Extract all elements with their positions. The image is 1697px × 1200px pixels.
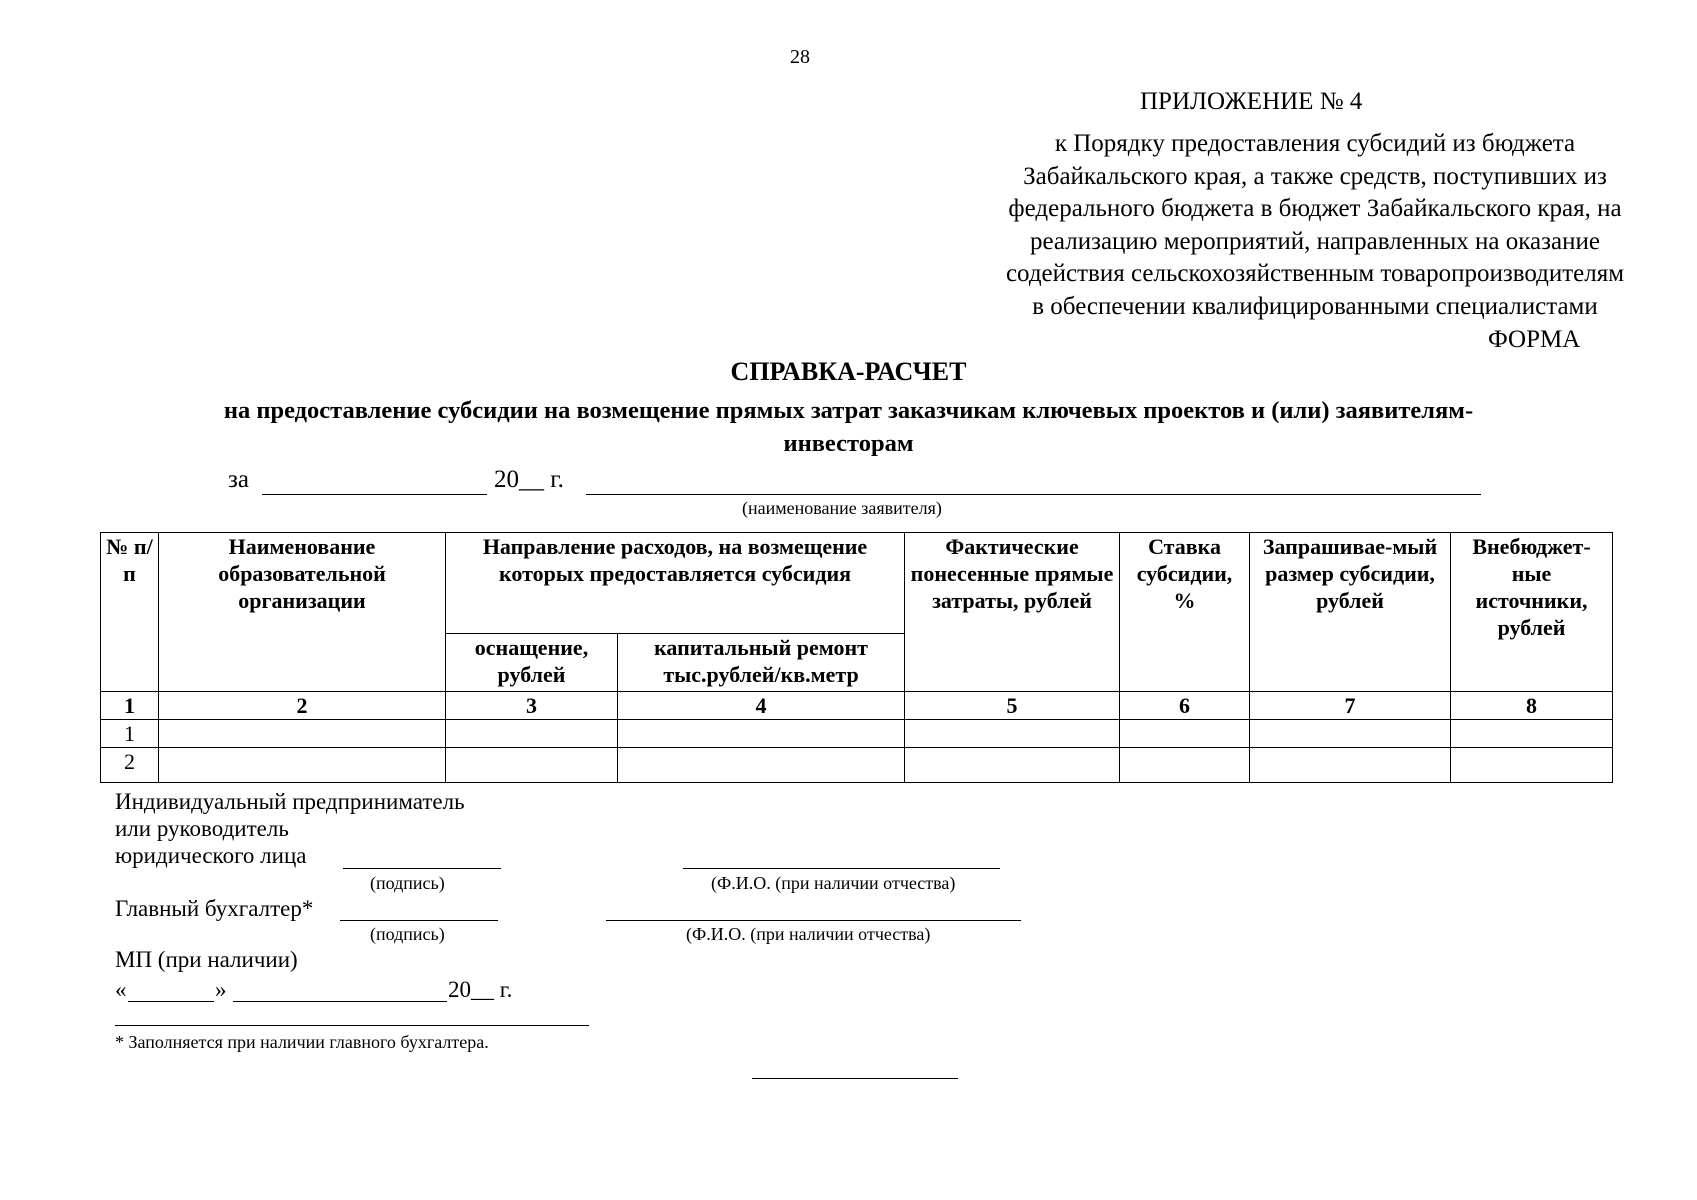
footnote-divider [115, 1025, 589, 1026]
table-cell[interactable] [1250, 748, 1451, 783]
date-open-quote: « [115, 977, 127, 1002]
appendix-line: содействия сельскохозяйственным товаропроизводителям [1005, 260, 1625, 287]
appendix-line: реализацию мероприятий, направленных на оказание [1030, 227, 1600, 255]
header-capital-repair: капитальный ремонт тыс.рублей/кв.метр [618, 634, 905, 692]
appendix-line: к Порядку предоставления субсидий из бюджета [1054, 130, 1576, 157]
signature-caption: (подпись) [370, 924, 445, 944]
table-cell[interactable] [1250, 720, 1451, 748]
table-cell[interactable] [159, 748, 446, 783]
stamp-label: МП (при наличии) [115, 947, 298, 972]
date-close-quote: » [215, 977, 227, 1002]
entrepreneur-label-line1: Индивидуальный предприниматель [115, 789, 465, 814]
table-cell[interactable] [159, 720, 446, 748]
table-cell[interactable] [446, 720, 618, 748]
appendix-line: федерального бюджета в бюджет Забайкальского края, на [1008, 195, 1622, 222]
column-number: 7 [1250, 692, 1451, 720]
column-number: 4 [618, 692, 905, 720]
header-rate: Ставка субсидии, % [1120, 533, 1250, 692]
column-number: 1 [101, 692, 159, 720]
document-title: СПРАВКА-РАСЧЕТ [730, 357, 967, 386]
column-number: 8 [1451, 692, 1613, 720]
accountant-signature-line [340, 920, 498, 921]
column-number-row [101, 692, 1613, 720]
signature-caption: (подпись) [370, 873, 445, 893]
table-cell[interactable] [1120, 720, 1250, 748]
table-cell[interactable] [1120, 748, 1250, 783]
header-actual-costs: Фактические понесенные прямые затраты, рублей [905, 533, 1120, 692]
entrepreneur-signature-line [343, 868, 501, 869]
header-requested: Запрашивае-мый размер субсидии, рублей [1250, 533, 1451, 692]
end-divider [752, 1078, 958, 1079]
fio-caption: (Ф.И.О. (при наличии отчества) [686, 924, 931, 944]
year-label: 20__ г. [494, 466, 564, 493]
period-prefix: за [228, 466, 249, 493]
table-cell[interactable] [905, 748, 1120, 783]
date-month-blank [233, 1001, 447, 1002]
table-cell[interactable] [1451, 720, 1613, 748]
chief-accountant-label: Главный бухгалтер* [115, 896, 314, 921]
column-number: 5 [905, 692, 1120, 720]
header-extrabudget: Внебюджет-ные источники, рублей [1451, 533, 1613, 692]
applicant-caption: (наименование заявителя) [742, 498, 942, 518]
calculation-table [100, 532, 1613, 783]
column-number: 3 [446, 692, 618, 720]
row-number: 2 [101, 748, 159, 783]
form-label: ФОРМА [1488, 326, 1581, 353]
table-cell[interactable] [618, 720, 905, 748]
document-subtitle [100, 394, 1597, 460]
appendix-line: в обеспечении квалифицированными специалистами [1032, 292, 1598, 320]
subtitle-line: инвесторам [783, 430, 914, 457]
entrepreneur-fio-line [683, 868, 1000, 869]
page-number: 28 [790, 46, 810, 68]
column-number: 6 [1120, 692, 1250, 720]
row-number: 1 [101, 720, 159, 748]
date-day-blank [128, 1001, 214, 1002]
applicant-name-blank [586, 494, 1481, 495]
period-blank [262, 494, 487, 495]
table-cell[interactable] [446, 748, 618, 783]
header-expense-direction: Направление расходов, на возмещение которых предоставляется субсидия [446, 533, 905, 634]
table-cell[interactable] [1451, 748, 1613, 783]
table-cell[interactable] [905, 720, 1120, 748]
header-org-name: Наименование образовательной организации [159, 533, 446, 692]
table-row [101, 748, 1613, 783]
table-cell[interactable] [618, 748, 905, 783]
column-number: 2 [159, 692, 446, 720]
appendix-title: ПРИЛОЖЕНИЕ № 4 [1140, 88, 1363, 115]
table-row [101, 720, 1613, 748]
entrepreneur-label-line3: юридического лица [115, 843, 307, 868]
header-equipment: оснащение, рублей [446, 634, 618, 692]
accountant-fio-line [606, 920, 1021, 921]
subtitle-line: на предоставление субсидии на возмещение прямых затрат заказчикам ключевых проектов и (или) заявителям- [223, 397, 1474, 424]
appendix-line: Забайкальского края, а также средств, поступивших из [1023, 162, 1607, 190]
footnote: * Заполняется при наличии главного бухгалтера. [115, 1032, 489, 1052]
entrepreneur-label-line2: или руководитель [115, 816, 289, 841]
fio-caption: (Ф.И.О. (при наличии отчества) [711, 873, 956, 893]
date-year: 20__ г. [448, 977, 513, 1002]
header-num: № п/п [101, 533, 159, 692]
appendix-text [905, 128, 1697, 323]
